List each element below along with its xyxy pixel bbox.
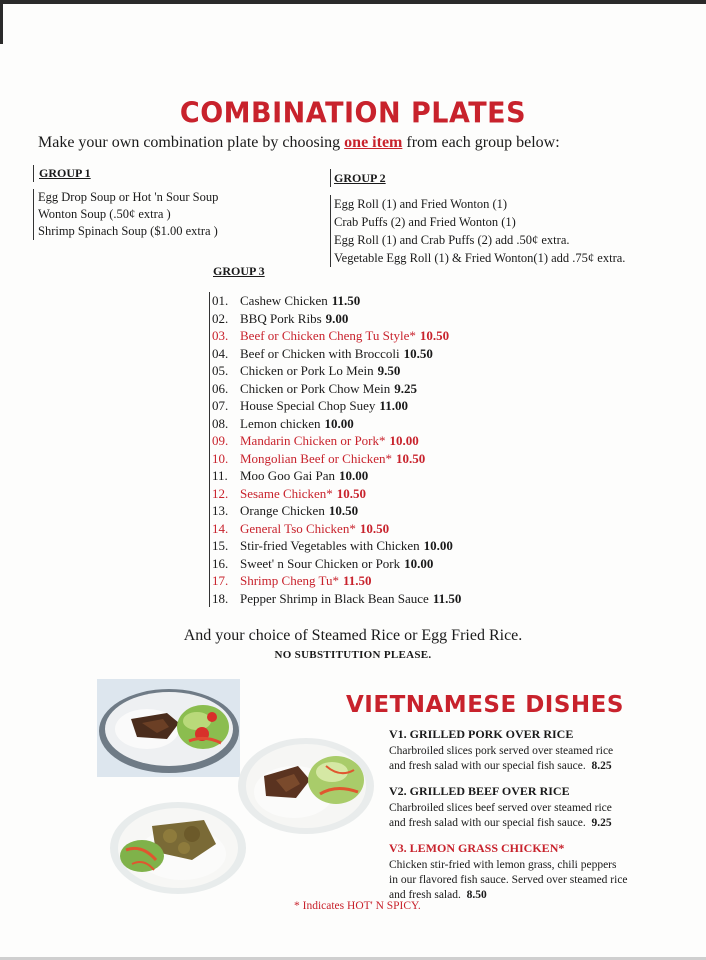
menu-item-price: 10.00	[389, 433, 419, 448]
dish-description: Charbroiled slices beef served over steamed rice	[389, 802, 612, 814]
menu-item-number: 03.	[212, 328, 229, 343]
menu-item-price: 9.50	[377, 363, 401, 378]
dish-description: and fresh salad with our special fish sauce. 8.25	[389, 760, 612, 772]
dish-v1	[389, 727, 689, 774]
menu-item-price: 10.50	[328, 503, 359, 518]
dish-v3	[389, 841, 689, 903]
dish-price: 9.25	[591, 817, 612, 829]
menu-item-number: 16.	[212, 555, 229, 571]
menu-item	[212, 555, 461, 573]
menu-item	[212, 432, 461, 450]
menu-item-name: Sweet' n Sour Chicken or Pork	[240, 555, 401, 571]
menu-item-name: Stir-fried Vegetables with Chicken	[240, 538, 420, 553]
menu-item	[212, 415, 461, 433]
intro-text	[38, 134, 560, 152]
menu-item-name: Pepper Shrimp in Black Bean Sauce	[240, 590, 429, 606]
scan-left-edge	[0, 0, 3, 44]
menu-item-price: 11.50	[331, 293, 361, 308]
menu-item-name: General Tso Chicken*	[240, 520, 356, 536]
group-3-list	[209, 292, 461, 607]
dish-heading: V2. GRILLED BEEF OVER RICE	[389, 784, 570, 798]
menu-item-number: 05.	[212, 363, 229, 378]
menu-item-price: 10.50	[396, 450, 426, 466]
menu-item-name: House Special Chop Suey	[240, 398, 376, 413]
page-title: COMBINATION PLATES	[179, 97, 527, 130]
group-2	[330, 169, 625, 267]
dish-heading: V3. LEMON GRASS CHICKEN*	[389, 841, 565, 855]
menu-item	[212, 537, 461, 555]
menu-item-price: 10.50	[403, 345, 433, 361]
group-1-item: Egg Drop Soup or Hot 'n Sour Soup	[38, 190, 219, 204]
group-2-item: Crab Puffs (2) and Fried Wonton (1)	[334, 215, 516, 229]
scan-top-edge	[0, 0, 706, 4]
menu-item	[212, 520, 461, 538]
menu-item-price: 10.00	[324, 415, 354, 431]
dish-description: Charbroiled slices pork served over steamed rice	[389, 745, 614, 757]
lemon-grass-chicken-photo	[108, 800, 248, 896]
no-substitution-note: NO SUBSTITUTION PLEASE.	[274, 649, 432, 661]
rice-choice-note: And your choice of Steamed Rice or Egg Fried Rice.	[183, 627, 523, 644]
menu-item	[212, 590, 461, 608]
menu-item-number: 08.	[212, 415, 229, 431]
menu-item-number: 17.	[212, 573, 229, 588]
dish-price: 8.25	[591, 760, 612, 772]
menu-item-price: 10.00	[404, 555, 434, 571]
dish-description: and fresh salad with our special fish sauce. 9.25	[389, 817, 612, 829]
menu-item-number: 02.	[212, 310, 229, 326]
menu-item-price: 11.00	[379, 398, 408, 413]
group-1-heading: GROUP 1	[33, 165, 218, 182]
menu-item-number: 11.	[212, 468, 228, 483]
menu-item-price: 10.50	[336, 485, 367, 501]
menu-item-name: Lemon chicken	[240, 415, 321, 431]
dish-heading: V1. GRILLED PORK OVER RICE	[389, 727, 574, 741]
group-3-heading: GROUP 3	[213, 264, 265, 278]
dish-description: Chicken stir-fried with lemon grass, chili peppers	[389, 859, 617, 871]
dish-description: and fresh salad. 8.50	[389, 889, 487, 901]
menu-item	[212, 380, 461, 398]
dish-price: 8.50	[466, 889, 487, 901]
vietnamese-dishes-title: VIETNAMESE DISHES	[346, 692, 624, 718]
grilled-pork-photo	[97, 679, 240, 777]
group-1	[33, 165, 218, 240]
intro-after: from each group below:	[402, 134, 560, 151]
menu-item	[212, 397, 461, 415]
group-1-item: Wonton Soup (.50¢ extra )	[38, 207, 171, 221]
menu-item	[212, 310, 461, 328]
menu-item-number: 04.	[212, 345, 229, 361]
menu-item	[212, 292, 461, 310]
dish-v2	[389, 784, 689, 831]
menu-item-number: 07.	[212, 398, 229, 413]
menu-item	[212, 572, 461, 590]
menu-item-price: 10.50	[359, 520, 390, 536]
spicy-indicator-note: * Indicates HOT' N SPICY.	[294, 900, 421, 912]
menu-item-price: 11.50	[432, 590, 462, 606]
group-2-item: Egg Roll (1) and Fried Wonton (1)	[334, 197, 508, 211]
menu-item-price: 11.50	[342, 573, 372, 588]
menu-item-number: 10.	[212, 450, 229, 466]
menu-item-name: Moo Goo Gai Pan	[240, 468, 335, 483]
menu-item-name: Mongolian Beef or Chicken*	[240, 450, 392, 466]
menu-item-name: Mandarin Chicken or Pork*	[240, 433, 386, 448]
dish-description: in our flavored fish sauce. Served over steamed rice	[389, 874, 628, 886]
group-1-item: Shrimp Spinach Soup ($1.00 extra )	[38, 224, 218, 238]
grilled-beef-photo	[236, 736, 376, 836]
menu-item	[212, 485, 461, 503]
menu-item-name: Chicken or Pork Lo Mein	[240, 363, 374, 378]
menu-item-price: 9.25	[394, 380, 417, 396]
menu-item-name: Cashew Chicken	[240, 293, 328, 308]
menu-item	[212, 345, 461, 363]
menu-item-number: 01.	[212, 293, 229, 308]
menu-item-name: Chicken or Pork Chow Mein	[240, 380, 391, 396]
intro-emphasis: one item	[344, 134, 403, 151]
menu-item-number: 13.	[212, 503, 229, 518]
menu-item-name: BBQ Pork Ribs	[240, 310, 322, 326]
menu-item	[212, 450, 461, 468]
menu-item-name: Beef or Chicken Cheng Tu Style*	[240, 328, 416, 343]
menu-item-price: 9.00	[325, 310, 349, 326]
menu-item	[212, 502, 461, 520]
menu-item-name: Shrimp Cheng Tu*	[240, 573, 339, 588]
group-2-item: Vegetable Egg Roll (1) & Fried Wonton(1) add .75¢ extra.	[334, 251, 626, 265]
menu-item-number: 06.	[212, 380, 229, 396]
menu-item-price: 10.00	[423, 538, 453, 553]
menu-item-number: 14.	[212, 520, 229, 536]
menu-item-number: 18.	[212, 590, 229, 606]
group-2-items	[330, 195, 625, 267]
menu-item-number: 09.	[212, 433, 229, 448]
group-2-item: Egg Roll (1) and Crab Puffs (2) add .50¢ extra.	[334, 233, 570, 247]
menu-item-name: Sesame Chicken*	[240, 485, 333, 501]
group-2-heading: GROUP 2	[330, 169, 625, 187]
menu-item	[212, 327, 461, 345]
menu-item-price: 10.50	[419, 328, 450, 343]
menu-item	[212, 467, 461, 485]
menu-item-name: Beef or Chicken with Broccoli	[240, 345, 400, 361]
group-1-items	[33, 189, 218, 240]
menu-item-number: 12.	[212, 485, 229, 501]
menu-item-name: Orange Chicken	[240, 503, 325, 518]
menu-item	[212, 362, 461, 380]
menu-item-price: 10.00	[338, 468, 369, 483]
intro-before: Make your own combination plate by choosing	[38, 134, 345, 151]
menu-item-number: 15.	[212, 538, 229, 553]
